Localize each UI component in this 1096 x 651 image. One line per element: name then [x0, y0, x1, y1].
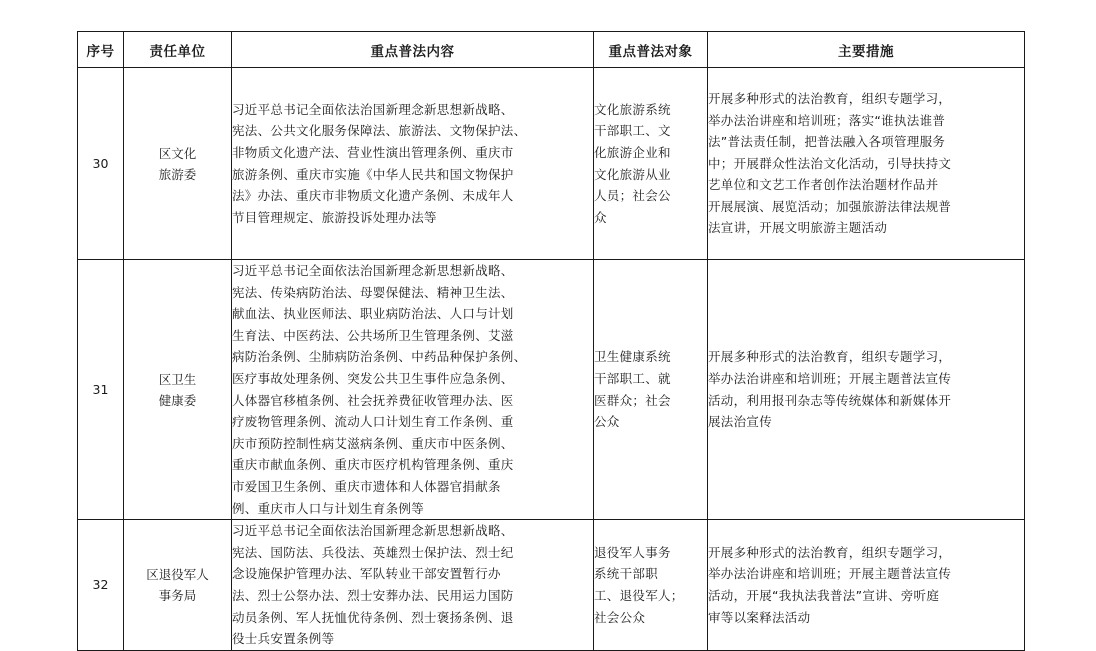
law-content-line: 疗废物管理条例、流动人口计划生育工作条例、重 — [232, 414, 514, 430]
header-content: 重点普法内容 — [232, 32, 594, 68]
law-content-line: 人体器官移植条例、社会抚养费征收管理办法、医 — [232, 392, 514, 408]
table-header-row — [78, 32, 1025, 68]
main-measures-line: 举办法治讲座和培训班；落实“谁执法谁普 — [708, 112, 946, 128]
target-audience-line: 文化旅游从业 — [594, 166, 671, 182]
header-unit: 责任单位 — [124, 32, 232, 68]
main-measures-line: 活动，利用报刊杂志等传统媒体和新媒体开 — [708, 392, 952, 408]
law-content-line: 习近平总书记全面依法治国新理念新思想新战略、 — [232, 523, 514, 539]
law-content-line: 动员条例、军人抚恤优待条例、烈士褒扬条例、退 — [232, 609, 514, 625]
law-content-line: 生育法、中医药法、公共场所卫生管理条例、艾滋 — [232, 327, 514, 343]
law-content-line: 节目管理规定、旅游投诉处理办法等 — [232, 209, 437, 225]
law-content-line: 念设施保护管理办法、军队转业干部安置暂行办 — [232, 566, 501, 582]
row-index: 30 — [78, 68, 124, 260]
unit-line: 区退役军人 — [146, 566, 209, 582]
table-row — [78, 68, 1025, 260]
law-content-line: 病防治条例、尘肺病防治条例、中药品种保护条例、 — [232, 349, 527, 365]
main-measures — [708, 520, 1025, 651]
main-measures-line: 法宣讲，开展文明旅游主题活动 — [708, 220, 888, 236]
main-measures-line: 开展多种形式的法治教育，组织专题学习， — [708, 544, 952, 560]
law-content-line: 习近平总书记全面依法治国新理念新思想新战略、 — [232, 263, 514, 278]
target-audience-line: 干部职工、文 — [594, 123, 671, 139]
target-audience-line: 人员；社会公 — [594, 188, 671, 204]
main-measures-line: 展法治宣传 — [708, 414, 773, 430]
law-content-line: 宪法、国防法、兵役法、英雄烈士保护法、烈士纪 — [232, 544, 514, 560]
table-row — [78, 520, 1025, 651]
target-audience-line: 卫生健康系统 — [594, 349, 671, 365]
unit-line: 健康委 — [158, 392, 197, 408]
header-audience: 重点普法对象 — [594, 32, 708, 68]
target-audience-line: 系统干部职 — [594, 566, 659, 582]
unit-line: 区卫生 — [158, 371, 197, 387]
target-audience-line: 工、退役军人； — [594, 587, 684, 603]
law-content-line: 法、烈士公祭办法、烈士安葬办法、民用运力国防 — [232, 587, 514, 603]
row-index: 32 — [78, 520, 124, 651]
target-audience-line: 化旅游企业和 — [594, 144, 671, 160]
main-measures-line: 中；开展群众性法治文化活动，引导扶持文 — [708, 155, 952, 171]
main-measures-line: 法”普法责任制，把普法融入各项管理服务 — [708, 134, 946, 150]
main-measures-line: 开展多种形式的法治教育，组织专题学习， — [708, 90, 952, 106]
main-measures-line: 活动，开展“我执法我普法”宣讲、旁听庭 — [708, 587, 940, 603]
main-measures-line: 举办法治讲座和培训班；开展主题普法宣传 — [708, 370, 952, 386]
main-measures-line: 举办法治讲座和培训班；开展主题普法宣传 — [708, 566, 952, 582]
main-measures-line: 审等以案释法活动 — [708, 609, 811, 625]
target-audience-line: 文化旅游系统 — [594, 101, 671, 117]
law-content-line: 例、重庆市人口与计划生育条例等 — [232, 500, 425, 516]
target-audience-line: 众 — [594, 209, 607, 225]
target-audience-line: 干部职工、就 — [594, 370, 671, 386]
law-content — [232, 68, 594, 260]
header-measures: 主要措施 — [708, 32, 1025, 68]
responsible-unit — [124, 68, 232, 260]
responsible-unit — [124, 260, 232, 520]
law-content-line: 习近平总书记全面依法治国新理念新思想新战略、 — [232, 101, 514, 117]
law-content-line: 役士兵安置条例等 — [232, 631, 335, 647]
main-measures — [708, 260, 1025, 520]
target-audience — [594, 68, 708, 260]
unit-line: 区文化 — [158, 145, 197, 161]
law-content-line: 宪法、传染病防治法、母婴保健法、精神卫生法、 — [232, 284, 514, 300]
target-audience — [594, 520, 708, 651]
law-content-line: 宪法、公共文化服务保障法、旅游法、文物保护法、 — [232, 123, 527, 139]
law-content-line: 法》办法、重庆市非物质文化遗产条例、未成年人 — [232, 188, 514, 204]
law-content-line: 献血法、执业医师法、职业病防治法、人口与计划 — [232, 306, 514, 322]
law-education-table — [77, 31, 1025, 651]
law-content-line: 医疗事故处理条例、突发公共卫生事件应急条例、 — [232, 370, 514, 386]
table-row — [78, 260, 1025, 520]
row-index: 31 — [78, 260, 124, 520]
target-audience-line: 退役军人事务 — [594, 544, 671, 560]
unit-line: 事务局 — [158, 587, 197, 603]
law-content — [232, 520, 594, 651]
target-audience-line: 医群众；社会 — [594, 392, 671, 408]
responsible-unit — [124, 520, 232, 651]
main-measures-line: 开展展演、展览活动；加强旅游法律法规普 — [708, 198, 952, 214]
law-content — [232, 260, 594, 520]
header-index: 序号 — [78, 32, 124, 68]
target-audience — [594, 260, 708, 520]
main-measures-line: 艺单位和文艺工作者创作法治题材作品并 — [708, 177, 939, 193]
law-content-line: 非物质文化遗产法、营业性演出管理条例、重庆市 — [232, 144, 514, 160]
law-content-line: 庆市预防控制性病艾滋病条例、重庆市中医条例、 — [232, 435, 514, 451]
law-content-line: 旅游条例、重庆市实施《中华人民共和国文物保护 — [232, 166, 514, 182]
law-content-line: 市爱国卫生条例、重庆市遗体和人体器官捐献条 — [232, 478, 501, 494]
law-content-line: 重庆市献血条例、重庆市医疗机构管理条例、重庆 — [232, 457, 514, 473]
target-audience-line: 公众 — [594, 414, 620, 430]
target-audience-line: 社会公众 — [594, 609, 646, 625]
main-measures — [708, 68, 1025, 260]
unit-line: 旅游委 — [158, 166, 197, 182]
main-measures-line: 开展多种形式的法治教育，组织专题学习， — [708, 349, 952, 365]
